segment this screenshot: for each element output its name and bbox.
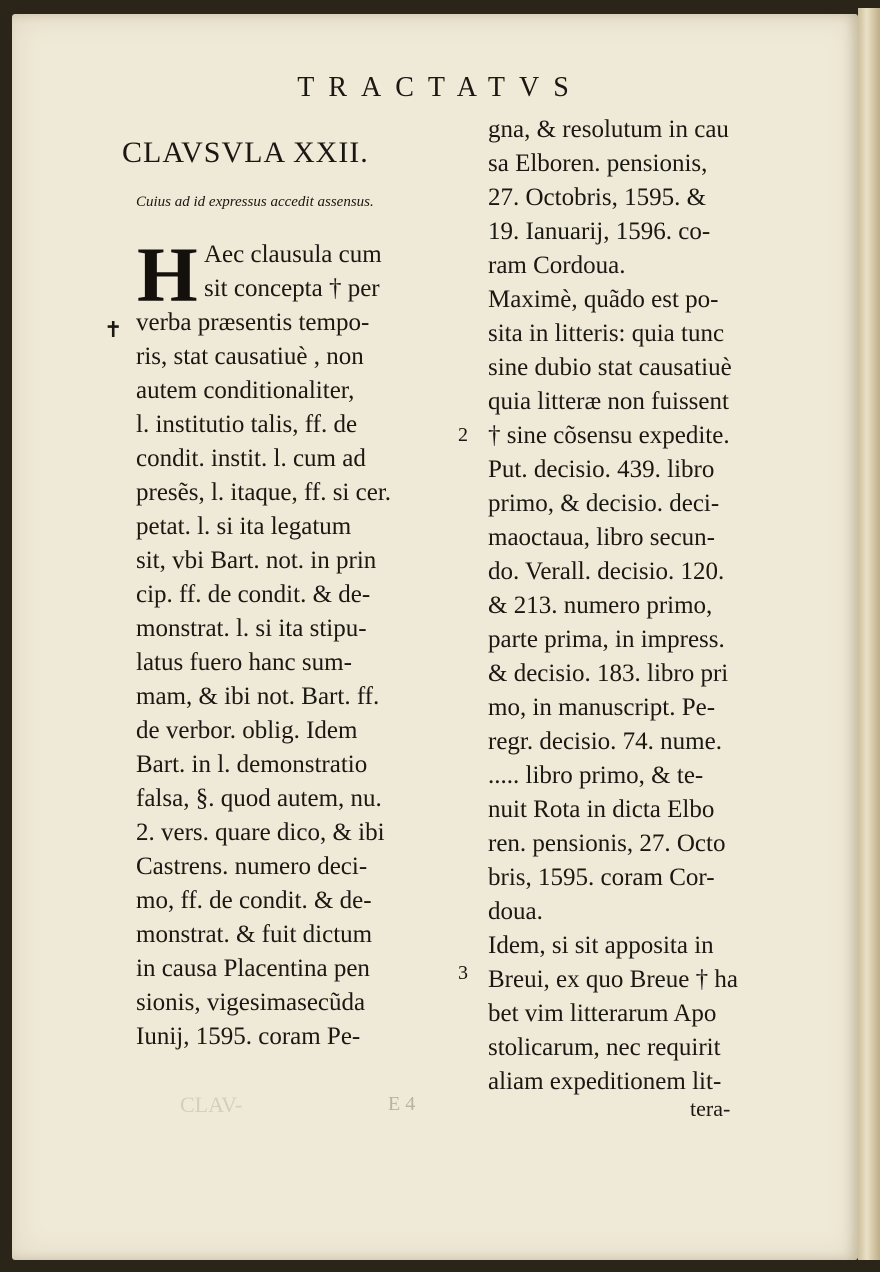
show-through-text: CLAV- <box>180 1092 243 1117</box>
text-line: latus fuero hanc sum- <box>136 649 352 676</box>
text-line: ren. pensionis, 27. Octo <box>488 830 726 857</box>
text-line: parte prima, in impress. <box>488 626 725 653</box>
chapter-summary: Cuius ad id expressus accedit assensus. <box>136 194 374 210</box>
text-line: gna, & resolutum in cau <box>488 116 729 143</box>
text-line: 2. vers. quare dico, & ibi <box>136 819 385 846</box>
text-line: primo, & decisio. deci- <box>488 490 720 517</box>
text-line: cip. ff. de condit. & de- <box>136 581 371 608</box>
text-line: petat. l. si ita legatum <box>136 513 352 540</box>
signature-mark: E 4 <box>388 1093 416 1115</box>
text-line: Castrens. numero deci- <box>136 853 368 880</box>
text-line: ..... libro primo, & te- <box>488 762 704 789</box>
text-line: sit, vbi Bart. not. in prin <box>136 547 377 574</box>
text-line: mo, ff. de condit. & de- <box>136 887 372 914</box>
text-line: bris, 1595. coram Cor- <box>488 864 715 891</box>
text-line: maoctaua, libro secun- <box>488 524 715 551</box>
margin-number-3: 3 <box>458 962 468 984</box>
dagger-mark-icon: ✝ <box>104 318 123 343</box>
text-line: Maximè, quãdo est po- <box>488 286 719 313</box>
right-text-lines <box>488 113 788 1099</box>
text-line: † sine cõsensu expedite. <box>488 422 730 449</box>
text-line: mam, & ibi not. Bart. ff. <box>136 683 380 710</box>
running-head: TRACTATVS <box>297 72 583 103</box>
page-edge <box>858 8 880 1260</box>
drop-cap-block <box>136 231 436 1054</box>
text-line: Breui, ex quo Breue † ha <box>488 966 738 993</box>
chapter-heading: CLAVSVLA XXII. <box>122 136 369 169</box>
text-line: & 213. numero primo, <box>488 592 713 619</box>
text-line: quia litteræ non fuissent <box>488 388 729 415</box>
drop-cap: H <box>137 231 198 318</box>
text-line: sionis, vigesimasecũda <box>136 989 366 1016</box>
text-line: monstrat. l. si ita stipu- <box>136 615 367 642</box>
text-line: ram Cordoua. <box>488 252 626 279</box>
text-line: Put. decisio. 439. libro <box>488 456 715 483</box>
text-line: aliam expeditionem lit- <box>488 1068 722 1095</box>
text-line: stolicarum, nec requirit <box>488 1034 721 1061</box>
text-line: in causa Placentina pen <box>136 955 370 982</box>
text-line: Bart. in l. demonstratio <box>136 751 368 778</box>
text-line: ris, stat causatiuè , non <box>136 343 364 370</box>
text-line: l. institutio talis, ff. de <box>136 411 358 438</box>
text-line: verba præsentis tempo- <box>136 309 370 336</box>
text-line: bet vim litterarum Apo <box>488 1000 717 1027</box>
text-line: condit. instit. l. cum ad <box>136 445 366 472</box>
text-line: nuit Rota in dicta Elbo <box>488 796 715 823</box>
text-line: 19. Ianuarij, 1596. co- <box>488 218 711 245</box>
text-line: do. Verall. decisio. 120. <box>488 558 725 585</box>
left-column <box>122 136 436 1054</box>
text-line: falsa, §. quod autem, nu. <box>136 785 382 812</box>
right-column <box>488 113 788 1099</box>
text-line: autem conditionaliter, <box>136 377 355 404</box>
text-line: mo, in manuscript. Pe- <box>488 694 716 721</box>
text-line: sine dubio stat causatiuè <box>488 354 732 381</box>
text-line: presẽs, l. itaque, ff. si cer. <box>136 479 392 506</box>
text-line: & decisio. 183. libro pri <box>488 660 729 687</box>
text-line: Idem, si sit apposita in <box>488 932 714 959</box>
text-line: 27. Octobris, 1595. & <box>488 184 707 211</box>
text-line: Aec clausula cum <box>204 241 382 268</box>
margin-number-2: 2 <box>458 424 468 446</box>
catchword: tera- <box>690 1096 731 1121</box>
text-line: de verbor. oblig. Idem <box>136 717 358 744</box>
text-line: Iunij, 1595. coram Pe- <box>136 1023 361 1050</box>
text-line: regr. decisio. 74. nume. <box>488 728 722 755</box>
text-line: monstrat. & fuit dictum <box>136 921 373 948</box>
text-line: doua. <box>488 898 543 925</box>
left-text-lines <box>136 231 436 1054</box>
text-line: sita in litteris: quia tunc <box>488 320 725 347</box>
text-line: sit concepta † per <box>204 275 380 302</box>
text-line: sa Elboren. pensionis, <box>488 150 708 177</box>
